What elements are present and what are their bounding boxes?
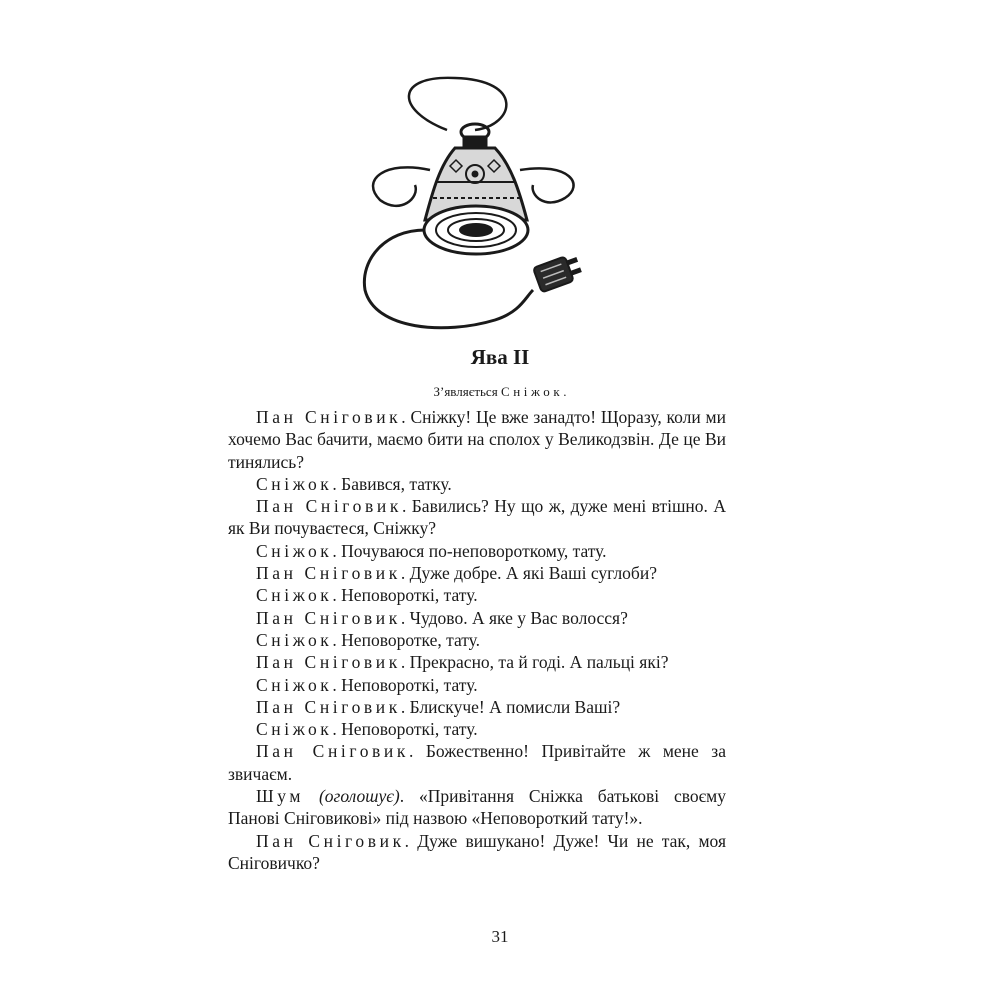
speaker-name: Сніжок	[256, 540, 333, 561]
dialogue-line	[228, 406, 726, 473]
line-text: . Сніжку! Це вже занадто! Щоразу, коли ми хочемо Вас бачити, маємо бити на сполох у Великодзвін. Де це Ви тинялись?	[228, 407, 726, 472]
speaker-name: Шум	[256, 786, 305, 807]
line-text: . Бавився, татку.	[332, 473, 452, 494]
line-text: . Неповороткі, тату.	[332, 585, 478, 606]
stage-direction	[0, 384, 1000, 400]
dialogue-line	[228, 495, 726, 540]
line-text: . Дуже вишукано! Дуже! Чи не так, моя Сніговичко?	[228, 830, 726, 873]
dialogue-line	[228, 740, 726, 785]
dialogue-line	[228, 785, 726, 830]
line-text: . Дуже добре. А які Ваші суглоби?	[400, 563, 657, 584]
line-text: . Почуваюся по-неповороткому, тату.	[332, 540, 607, 561]
line-text: . Бавились? Ну що ж, дуже мені втішно. А як Ви почуваєтеся, Сніжку?	[228, 496, 726, 539]
dialogue-line	[228, 607, 726, 629]
line-text: . Прекрасно, та й годі. А пальці які?	[400, 652, 669, 673]
speaker-name: Сніжок	[256, 629, 333, 650]
dialogue-line	[228, 696, 726, 718]
bell-with-cord-icon	[355, 70, 595, 340]
dialogue-line	[228, 584, 726, 606]
speaker-name: Пан Сніговик	[256, 407, 402, 427]
speaker-name: Пан Сніговик	[256, 830, 405, 851]
stage-direction-prefix: З’являється	[433, 384, 498, 399]
speaker-name: Сніжок	[256, 719, 333, 740]
line-text: . Чудово. А яке у Вас волосся?	[400, 607, 628, 628]
line-text: . Блискуче! А помисли Ваші?	[400, 696, 621, 717]
dialogue-line	[228, 718, 726, 740]
scene-title: Ява II	[470, 345, 530, 369]
speaker-name: Пан Сніговик	[256, 696, 401, 717]
speaker-name: Сніжок	[256, 674, 333, 695]
stage-direction-suffix: .	[563, 384, 567, 399]
stage-direction-name: Сніжок	[500, 384, 564, 399]
speaker-name: Пан Сніговик	[256, 563, 401, 584]
line-text: . Неповороткі, тату.	[332, 674, 478, 695]
speaker-name: Пан Сніговик	[256, 607, 401, 628]
dialogue-line	[228, 540, 726, 562]
dialogue-line	[228, 473, 726, 495]
speaker-name: Пан Сніговик	[256, 652, 401, 673]
stage-aside: (оголошує)	[304, 786, 400, 807]
dialogue-line	[228, 562, 726, 584]
speaker-name: Пан Сніговик	[256, 741, 409, 762]
speaker-name: Сніжок	[256, 473, 333, 494]
dialogue	[228, 406, 726, 874]
line-text: . «Привітання Сніжка батькові своєму Панові Сніговикові» під назвою «Неповороткий тату!».	[228, 786, 726, 829]
line-text: . Неповороткі, тату.	[332, 719, 478, 740]
line-text: . Неповоротке, тату.	[332, 629, 481, 650]
line-text: . Божественно! Привітайте ж мене за звичаєм.	[228, 741, 726, 784]
dialogue-line	[228, 651, 726, 673]
speaker-name: Пан Сніговик	[256, 496, 402, 517]
page-number: 31	[491, 927, 509, 946]
speaker-name: Сніжок	[256, 585, 333, 606]
dialogue-line	[228, 674, 726, 696]
dialogue-line	[228, 830, 726, 875]
dialogue-line	[228, 629, 726, 651]
